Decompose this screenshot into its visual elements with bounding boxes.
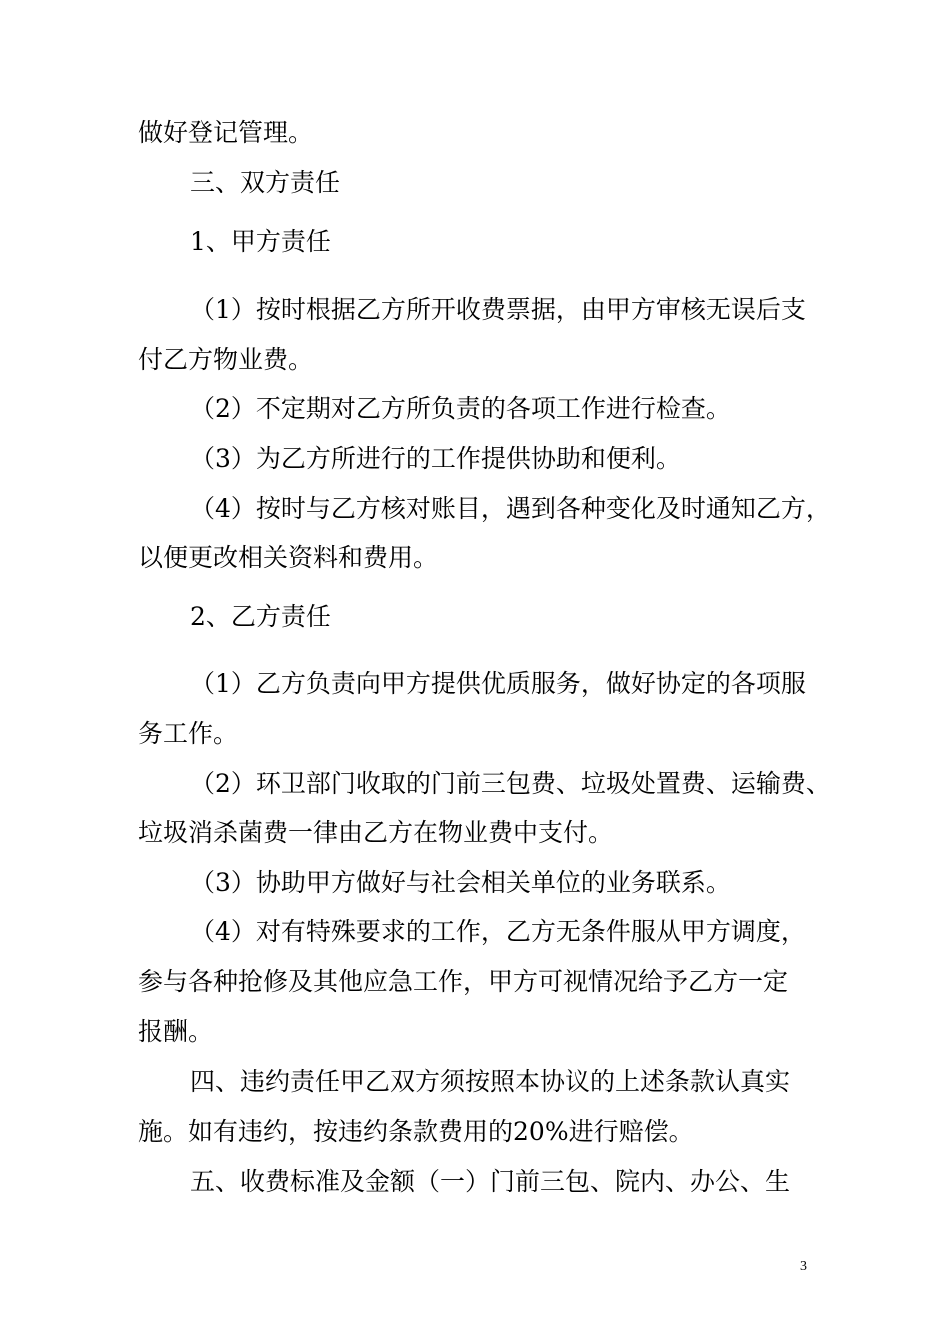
text-line: （3）协助甲方做好与社会相关单位的业务联系。 [190, 868, 731, 897]
text-line: （4）对有特殊要求的工作，乙方无条件服从甲方调度， [190, 917, 806, 946]
text-line: 报酬。 [138, 1017, 214, 1046]
text-line: （2）不定期对乙方所负责的各项工作进行检查。 [190, 394, 731, 423]
text-line: 施。如有违约，按违约条款费用的20%进行赔偿。 [138, 1117, 694, 1146]
text-line: 做好登记管理。 [138, 118, 314, 147]
text-line: （4）按时与乙方核对账目，遇到各种变化及时通知乙方， [190, 494, 831, 523]
text-line: 务工作。 [138, 719, 239, 748]
text-line: 付乙方物业费。 [138, 345, 314, 374]
text-line: （1）乙方负责向甲方提供优质服务，做好协定的各项服 [190, 669, 806, 698]
text-line: （3）为乙方所进行的工作提供协助和便利。 [190, 444, 681, 473]
text-line: 垃圾消杀菌费一律由乙方在物业费中支付。 [138, 818, 614, 847]
text-line: （1）按时根据乙方所开收费票据，由甲方审核无误后支 [190, 295, 806, 324]
text-line: 四、违约责任甲乙双方须按照本协议的上述条款认真实 [190, 1067, 791, 1096]
text-line: 参与各种抢修及其他应急工作，甲方可视情况给予乙方一定 [138, 967, 789, 996]
subsection-heading: 1、甲方责任 [190, 227, 331, 256]
section-heading: 三、双方责任 [190, 168, 341, 197]
text-line: （2）环卫部门收取的门前三包费、垃圾处置费、运输费、 [190, 769, 831, 798]
subsection-heading: 2、乙方责任 [190, 602, 331, 631]
text-line: 五、收费标准及金额（一）门前三包、院内、办公、生 [190, 1167, 791, 1196]
page-number: 3 [800, 1259, 807, 1274]
text-line: 以便更改相关资料和费用。 [138, 543, 439, 572]
